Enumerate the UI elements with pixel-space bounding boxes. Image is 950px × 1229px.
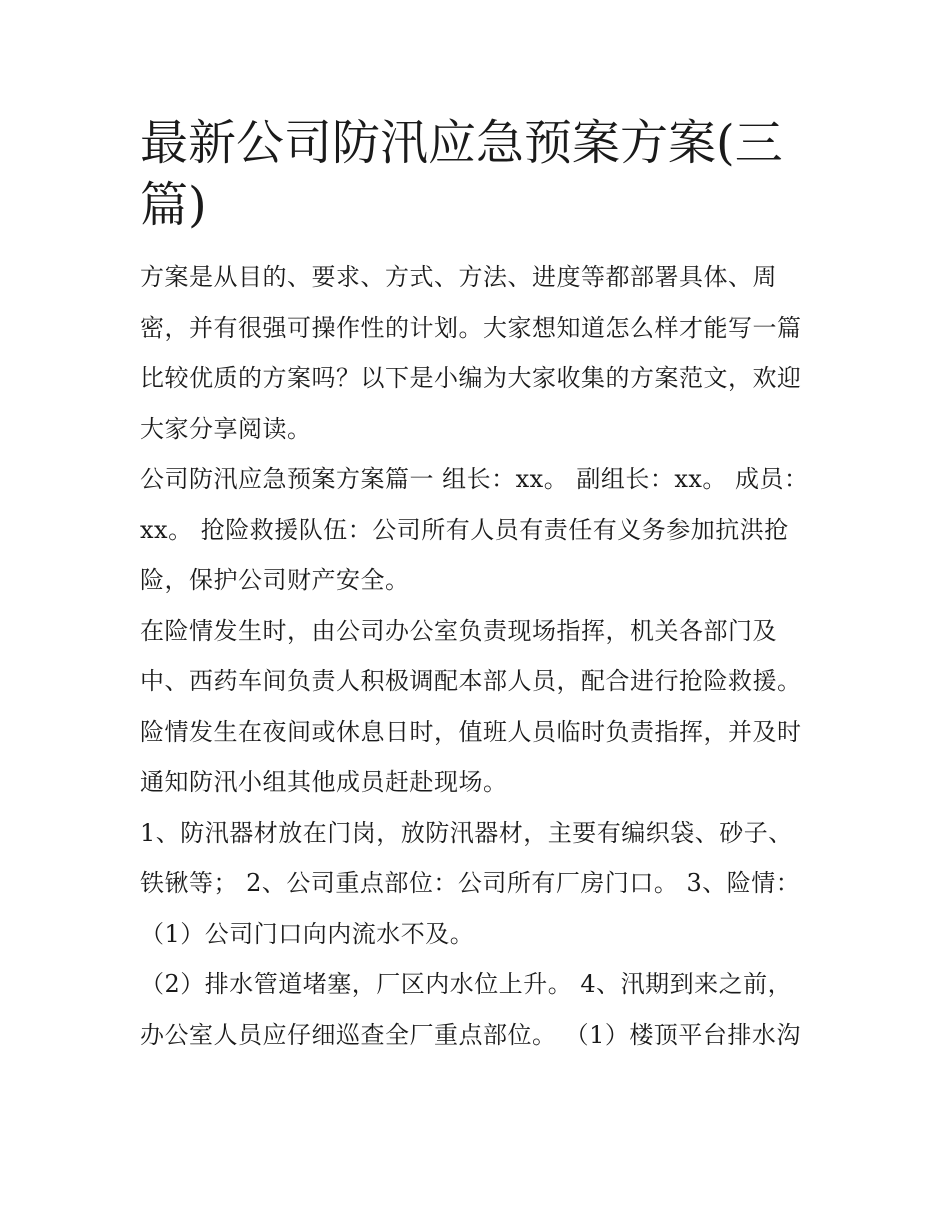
paragraph-inspection: （2）排水管道堵塞，厂区内水位上升。 4、汛期到来之前，办公室人员应仔细巡查全厂重点部位。 （1）楼顶平台排水沟 [140, 970, 801, 1049]
paragraph-command: 在险情发生时，由公司办公室负责现场指挥，机关各部门及中、西药车间负责人积极调配本部人员，配合进行抢险救援。险情发生在夜间或休息日时，值班人员临时负责指挥，并及时通知防汛小组其他成员赶赴现场。 [140, 616, 802, 796]
document-body [140, 112, 812, 1060]
paragraph-team: 公司防汛应急预案方案篇一 组长：xx。 副组长：xx。 成员：xx。 抢险救援队伍：公司所有人员有责任有义务参加抗洪抢险，保护公司财产安全。 [140, 465, 809, 594]
paragraph-intro: 方案是从目的、要求、方式、方法、进度等都部署具体、周密，并有很强可操作性的计划。大家想知道怎么样才能写一篇比较优质的方案吗？以下是小编为大家收集的方案范文，欢迎大家分享阅读。 [140, 263, 802, 443]
paragraph-equipment: 1、防汛器材放在门岗，放防汛器材，主要有编织袋、砂子、铁锹等； 2、公司重点部位：公司所有厂房门口。 3、险情：（1）公司门口向内流水不及。 [140, 818, 801, 948]
document-title: 最新公司防汛应急预案方案(三篇) [140, 115, 783, 233]
